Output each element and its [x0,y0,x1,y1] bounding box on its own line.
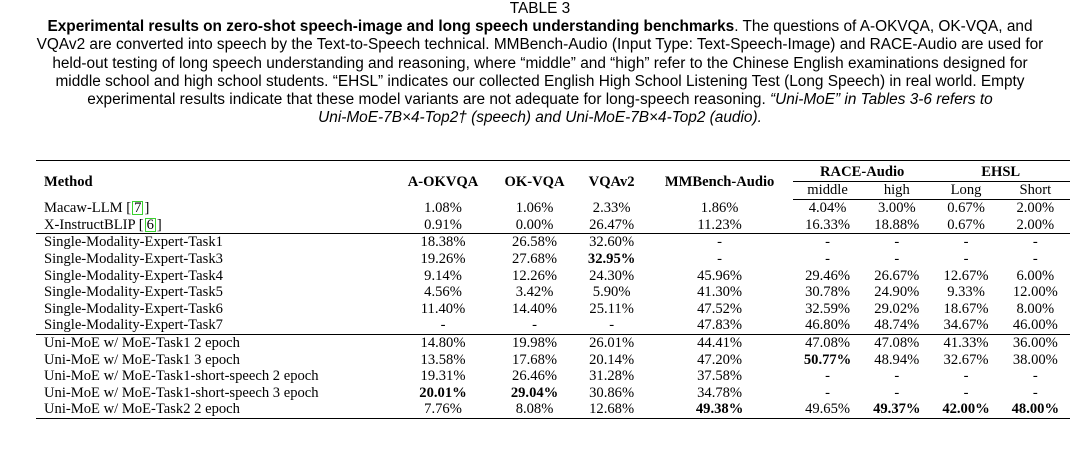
table-row [36,368,1070,385]
a-okvqa-cell: 19.31% [420,368,466,385]
a-okvqa-cell: 1.08% [424,199,462,216]
caption-line-3: held-out testing of long speech understanding and reasoning, where “middle” and “high” refer to the Chinese English examinations designed for [52,54,1028,72]
mmbench-cell: 47.83% [697,317,743,334]
ok-vqa-cell: 26.58% [492,234,577,251]
mmbench-cell: 41.30% [697,284,743,301]
ok-vqa-cell: - [532,317,537,334]
ehsl-long-cell: 18.67% [943,300,989,317]
method-name: Single-Modality-Expert-Task5 [44,284,223,301]
ok-vqa-cell: 3.42% [515,284,554,301]
race-middle-cell: 49.65% [793,401,862,418]
mmbench-cell: 45.96% [697,267,743,284]
method-cell: Macaw-LLM [ 7 ] [44,199,150,216]
race-middle-cell: 32.59% [805,300,851,317]
table-row [36,234,1070,251]
ehsl-short-cell: 12.00% [1012,284,1058,301]
a-okvqa-cell-best: 20.01% [419,384,467,401]
ehsl-short-cell: 2.00% [1016,200,1055,217]
ok-vqa-cell-best: 29.04% [510,384,559,401]
caption-line-5 [0,91,1080,109]
mmbench-cell: - [646,234,793,251]
ok-vqa-cell: 19.98% [492,334,577,351]
ehsl-long-cell: - [963,384,969,401]
race-high-cell: - [894,368,900,385]
citation-link[interactable]: 6 [146,216,154,233]
race-high-cell: 18.88% [874,216,920,233]
race-middle-cell: - [825,368,830,385]
ehsl-long-cell: 9.33% [947,284,985,301]
method-name: Single-Modality-Expert-Task7 [44,317,223,334]
ok-vqa-cell: 0.00% [515,216,554,233]
table-row [36,217,1070,234]
race-high-cell: - [862,234,931,251]
race-high-cell: 47.08% [862,334,931,351]
caption-title: Experimental results on zero-shot speech-image and long speech understanding benchmarks [47,18,735,36]
table-row [36,284,1070,301]
vqav2-cell: 5.90% [592,284,631,301]
ehsl-short-cell: - [1001,234,1070,251]
a-okvqa-cell: 19.26% [420,250,466,267]
caption-line-4: middle school and high school students. “EHSL” indicates our collected English High School Listening Test (Long Speech) in real world. Empty [55,72,1025,90]
mmbench-cell-best: 49.38% [646,401,793,418]
method-name: Uni-MoE w/ MoE-Task1-short-speech 2 epoch [44,368,319,385]
race-middle-cell: 46.80% [805,317,851,334]
header-long: Long [931,181,1000,200]
vqav2-cell: 24.30% [589,267,635,284]
mmbench-cell: 47.20% [697,351,743,368]
vqav2-cell: 26.47% [589,216,635,233]
ok-vqa-cell: 1.06% [515,199,554,216]
vqav2-cell: 2.33% [592,199,631,216]
vqav2-cell: 20.14% [589,351,635,368]
table-row [36,317,1070,334]
header-method: Method [36,161,394,200]
ehsl-short-cell: - [1032,368,1038,385]
ok-vqa-cell: 14.40% [512,300,558,317]
ehsl-short-cell: - [1032,384,1038,401]
race-middle-cell: - [825,250,830,267]
race-middle-cell: - [825,384,830,401]
mmbench-cell: 37.58% [697,368,743,385]
race-middle-cell: 16.33% [805,216,851,233]
table-caption [0,0,1080,127]
mmbench-cell: 47.52% [697,300,743,317]
a-okvqa-cell: 9.14% [424,267,462,284]
race-high-cell-best: 49.37% [862,401,931,418]
vqav2-cell: 32.60% [577,234,646,251]
table-row [36,301,1070,318]
method-cell: X-InstructBLIP [ 6 ] [44,216,162,233]
ehsl-long-cell: 34.67% [943,317,989,334]
method-name: X-InstructBLIP [44,216,139,233]
vqav2-cell: 30.86% [589,384,635,401]
ehsl-short-cell-best: 48.00% [1001,401,1070,418]
citation-link[interactable]: 7 [134,199,142,216]
race-middle-cell: 30.78% [805,284,851,301]
caption-line-5-italic: “Uni-MoE” in Tables 3-6 refers to [770,91,993,109]
caption-line-6 [0,109,1080,127]
ehsl-long-cell: 32.67% [943,351,989,368]
a-okvqa-cell: 14.80% [394,334,492,351]
header-mmbench-audio: MMBench-Audio [646,161,793,200]
race-high-cell: 48.94% [874,351,920,368]
table-row [36,268,1070,285]
race-middle-cell: - [793,234,862,251]
caption-line-1 [0,18,1080,36]
mmbench-cell: 34.78% [697,384,743,401]
a-okvqa-cell: - [440,317,446,334]
caption-line-2: VQAv2 are converted into speech by the Text-to-Speech technical. MMBench-Audio (Input Type: Text-Speech-Image) and RACE-Audio are used for [36,36,1044,54]
method-name: Single-Modality-Expert-Task1 [36,234,394,251]
method-name: Macaw-LLM [44,199,127,216]
table-row [36,401,1070,418]
race-high-cell: 26.67% [874,267,920,284]
a-okvqa-cell: 0.91% [424,216,462,233]
table-label: TABLE 3 [509,0,571,17]
method-name: Uni-MoE w/ MoE-Task1-short-speech 3 epoch [44,384,319,401]
race-middle-cell: 4.04% [808,200,847,217]
mmbench-cell: - [717,250,723,267]
race-high-cell: - [894,250,900,267]
mmbench-cell: 44.41% [646,334,793,351]
method-name: Single-Modality-Expert-Task3 [44,250,223,267]
header-ok-vqa: OK-VQA [492,161,577,200]
ehsl-long-cell: - [963,368,969,385]
header-vqav2: VQAv2 [577,161,646,200]
ok-vqa-cell: 12.26% [512,267,558,284]
ehsl-short-cell: 6.00% [1016,267,1055,284]
mmbench-cell: 1.86% [700,199,739,216]
caption-line-1-rest: . The questions of A-OKVQA, OK-VQA, and [734,18,1033,36]
race-middle-cell: 29.46% [805,267,851,284]
header-high: high [862,181,931,200]
race-middle-cell-best: 50.77% [803,351,852,368]
table-row [36,251,1070,268]
race-high-cell: 29.02% [874,300,920,317]
header-short: Short [1001,181,1070,200]
race-high-cell: - [894,384,900,401]
ehsl-long-cell: - [963,250,969,267]
vqav2-cell: 12.68% [577,401,646,418]
ok-vqa-cell: 17.68% [512,351,558,368]
race-high-cell: 48.74% [874,317,920,334]
race-middle-cell: 47.08% [793,334,862,351]
ehsl-short-cell: 46.00% [1012,317,1058,334]
table-row [36,385,1070,402]
caption-line-6-italic: Uni-MoE-7B×4-Top2† (speech) and Uni-MoE-7B×4-Top2 (audio). [318,109,762,127]
header-a-okvqa: A-OKVQA [394,161,492,200]
ehsl-short-cell: 38.00% [1012,351,1058,368]
ehsl-long-cell: 0.67% [947,200,985,217]
race-high-cell: 3.00% [877,200,916,217]
a-okvqa-cell: 18.38% [394,234,492,251]
vqav2-cell-best: 32.95% [587,250,636,267]
ok-vqa-cell: 8.08% [492,401,577,418]
ehsl-short-cell: 2.00% [1016,216,1055,233]
ehsl-short-cell: 8.00% [1016,300,1055,317]
table-row [36,352,1070,369]
ehsl-long-cell: 41.33% [931,334,1000,351]
vqav2-cell: 31.28% [589,368,635,385]
caption-line-5-plain: experimental results indicate that these model variants are not adequate for long-speech reasoning. [87,91,771,109]
ehsl-long-cell-best: 42.00% [931,401,1000,418]
vqav2-cell: 25.11% [589,300,634,317]
mmbench-cell: 11.23% [697,216,742,233]
ehsl-long-cell: 12.67% [943,267,989,284]
ehsl-long-cell: - [931,234,1000,251]
a-okvqa-cell: 4.56% [424,284,462,301]
ehsl-long-cell: 0.67% [947,216,985,233]
ehsl-short-cell: 36.00% [1001,334,1070,351]
ok-vqa-cell: 27.68% [512,250,558,267]
header-race-audio: RACE-Audio [793,161,931,182]
vqav2-cell: - [609,317,615,334]
vqav2-cell: 26.01% [577,334,646,351]
results-table [36,160,1070,419]
method-name: Uni-MoE w/ MoE-Task1 2 epoch [36,334,394,351]
table-row [36,334,1070,351]
header-ehsl: EHSL [931,161,1070,182]
method-name: Single-Modality-Expert-Task6 [44,300,223,317]
method-name: Uni-MoE w/ MoE-Task2 2 epoch [36,401,394,418]
a-okvqa-cell: 13.58% [420,351,466,368]
header-middle: middle [793,181,862,200]
method-name: Single-Modality-Expert-Task4 [44,267,223,284]
header-row [36,161,1070,182]
ok-vqa-cell: 26.46% [512,368,558,385]
method-name: Uni-MoE w/ MoE-Task1 3 epoch [44,351,240,368]
a-okvqa-cell: 11.40% [420,300,466,317]
ehsl-short-cell: - [1032,250,1038,267]
table-row [36,200,1070,217]
a-okvqa-cell: 7.76% [394,401,492,418]
race-high-cell: 24.90% [874,284,920,301]
